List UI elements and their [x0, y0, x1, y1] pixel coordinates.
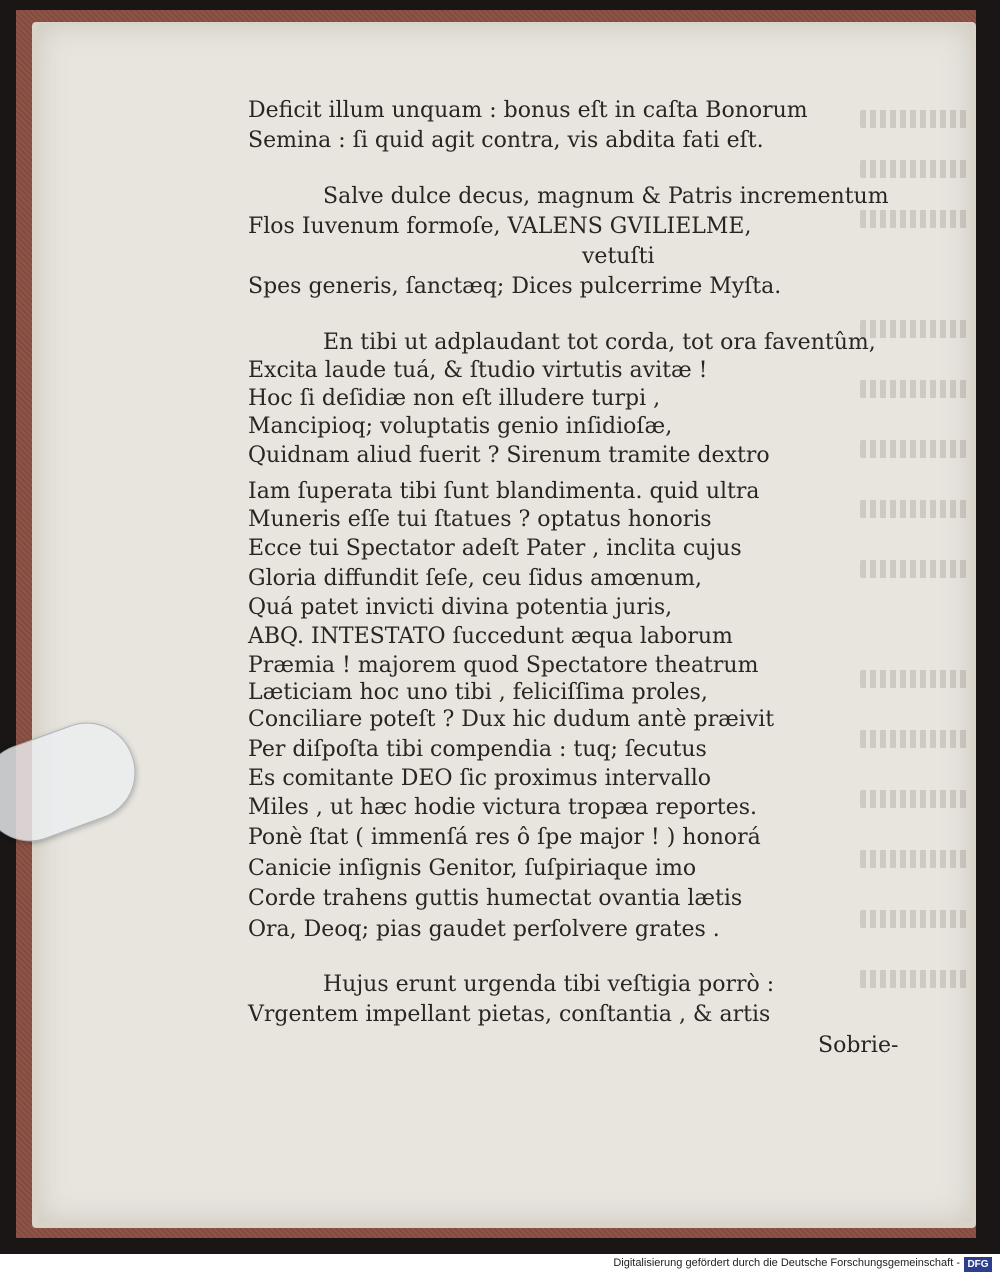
- text-line: Hujus erunt urgenda tibi veſtigia porrò :: [323, 972, 775, 997]
- text-line: ABQ. INTESTATO ſuccedunt æqua laborum: [248, 624, 733, 649]
- text-line: Spes generis, ſanctæq; Dices pulcerrime Myſta.: [248, 274, 782, 299]
- text-line: Deficit illum unquam : bonus eſt in caſta Bonorum: [248, 98, 808, 123]
- text-line: Es comitante DEO ſic proximus intervallo: [248, 766, 712, 791]
- text-line: Ponè ſtat ( immenſá res ô ſpe major ! ) honorá: [248, 825, 761, 850]
- text-line: Præmia ! majorem quod Spectatore theatrum: [248, 653, 759, 678]
- text-line: Ora, Deoq; pias gaudet perſolvere grates .: [248, 917, 720, 942]
- dfg-credit-text: Digitalisierung gefördert durch die Deutsche Forschungsgemeinschaft -: [613, 1257, 960, 1269]
- text-line: Quá patet invicti divina potentia juris,: [248, 595, 673, 620]
- text-line: Conciliare poteſt ? Dux hic dudum antè præivit: [248, 707, 775, 732]
- text-line: Salve dulce decus, magnum & Patris incrementum: [323, 184, 889, 209]
- text-line: Per diſpoſta tibi compendia : tuq; ſecutus: [248, 737, 707, 762]
- text-line: Iam ſuperata tibi ſunt blandimenta. quid ultra: [248, 479, 760, 504]
- text-line: Miles , ut hæc hodie victura tropæa reportes.: [248, 795, 758, 820]
- text-line: Semina : ſi quid agit contra, vis abdita fati eſt.: [248, 128, 764, 153]
- text-line: Læticiam hoc uno tibi , feliciſſima proles,: [248, 680, 708, 705]
- text-line: Gloria diffundit ſeſe, ceu ſidus amœnum,: [248, 566, 703, 591]
- text-line: En tibi ut adplaudant tot corda, tot ora faventûm,: [323, 330, 876, 355]
- text-line: Corde trahens guttis humectat ovantia lætis: [248, 886, 743, 911]
- text-line: Quidnam aliud fuerit ? Sirenum tramite dextro: [248, 443, 770, 468]
- text-line: vetuſti: [582, 244, 655, 269]
- text-line: Ecce tui Spectator adeſt Pater , inclita cujus: [248, 536, 742, 561]
- text-line: Flos Iuvenum formoſe, VALENS GVILIELME,: [248, 214, 752, 239]
- text-line: Excita laude tuá, & ſtudio virtutis avitæ !: [248, 358, 708, 383]
- text-line: Muneris eſſe tui ſtatues ? optatus honoris: [248, 507, 712, 532]
- text-line: Mancipioq; voluptatis genio inſidioſæ,: [248, 414, 673, 439]
- catchword: Sobrie-: [818, 1033, 899, 1058]
- footer-bar: [0, 1254, 1000, 1276]
- text-line: Hoc ſi deſidiæ non eſt illudere turpi ,: [248, 386, 661, 411]
- text-line: Canicie inſignis Genitor, ſuſpiriaque imo: [248, 856, 697, 881]
- text-line: Vrgentem impellant pietas, conſtantia , & artis: [248, 1002, 771, 1027]
- dfg-logo: DFG: [964, 1257, 992, 1272]
